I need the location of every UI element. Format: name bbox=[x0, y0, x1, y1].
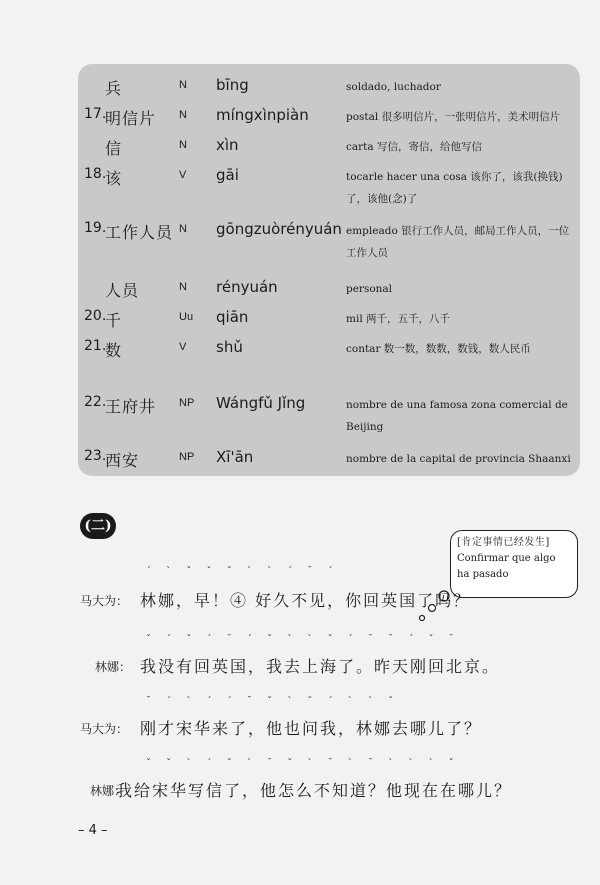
vocab-hanzi: 千 bbox=[105, 311, 123, 330]
vocab-gloss: personal bbox=[346, 283, 393, 295]
vocab-gloss: nombre de una famosa zona comercial de Beijing bbox=[346, 399, 568, 433]
vocab-number: 23. bbox=[84, 448, 107, 464]
vocab-gloss: carta 写信，寄信，给他写信 bbox=[346, 141, 482, 153]
vocab-pinyin: qiān bbox=[216, 308, 249, 326]
vocab-hanzi: 兵 bbox=[105, 79, 123, 98]
vocab-pos: V bbox=[179, 341, 187, 353]
grammar-note-text: Confirmar que algo ha pasado bbox=[457, 553, 556, 580]
dialog-text: 我没有回英国，我去上海了。昨天刚回北京。 bbox=[140, 657, 501, 676]
vocab-pos: N bbox=[179, 223, 187, 235]
dialog-text: 林娜，早！④ 好久不见，你回英国了吗？ bbox=[140, 591, 472, 610]
vocab-pinyin: bīng bbox=[216, 76, 249, 94]
vocab-hanzi: 明信片 bbox=[105, 109, 157, 128]
tone-marks: ˇ ˇ ˋ ˊ ˇ ˋ ˉ ˇ ˋ ˉ ˋ ˉ ˋ ˋ ˋ ˇ bbox=[146, 758, 460, 769]
speaker-name: 马大为： bbox=[80, 594, 129, 608]
vocab-pinyin: Wángfǔ Jǐng bbox=[216, 394, 306, 412]
tone-marks: ˊ ˋ ˇ ˇ ˇ ˋ ˋ ˊ ˉ ˊ bbox=[146, 566, 339, 577]
vocab-gloss: contar 数一数，数数，数钱，数人民币 bbox=[346, 343, 531, 355]
vocab-hanzi: 王府井 bbox=[105, 397, 157, 416]
dialog-text: 我给宋华写信了，他怎么不知道？他现在在哪儿？ bbox=[116, 781, 513, 800]
vocab-gloss: mil 两千，五千，八千 bbox=[346, 313, 451, 325]
vocab-pos: NP bbox=[179, 451, 195, 463]
speaker-name: 林娜： bbox=[95, 660, 132, 674]
vocab-gloss: soldado, luchador bbox=[346, 81, 441, 93]
vocab-pos: N bbox=[179, 109, 187, 121]
vocab-number: 19. bbox=[84, 220, 107, 236]
vocab-number: 20. bbox=[84, 308, 107, 324]
vocab-hanzi: 工作人员 bbox=[105, 223, 174, 242]
vocab-pinyin: míngxìnpiàn bbox=[216, 106, 309, 124]
vocab-hanzi: 西安 bbox=[105, 451, 140, 470]
vocab-number: 18. bbox=[84, 166, 107, 182]
vocab-pinyin: gāi bbox=[216, 166, 239, 184]
vocabulary-table bbox=[78, 64, 580, 476]
vocab-pos: NP bbox=[179, 397, 195, 409]
vocab-pinyin: gōngzuòrényuán bbox=[216, 220, 342, 238]
page-number: – 4 – bbox=[78, 823, 108, 838]
vocab-gloss: postal 很多明信片，一张明信片，美术明信片 bbox=[346, 111, 561, 123]
vocab-pos: Uu bbox=[179, 311, 194, 323]
vocab-gloss: tocarle hacer una cosa 该你了，该我(换钱)了，该他(念)了 bbox=[346, 171, 563, 205]
speaker-name: 马大为： bbox=[80, 722, 129, 736]
vocab-number: 17. bbox=[84, 106, 107, 122]
dialog-text: 刚才宋华来了，他也问我，林娜去哪儿了？ bbox=[140, 719, 483, 738]
vocab-gloss: empleado 银行工作人员，邮局工作人员，一位工作人员 bbox=[346, 225, 570, 259]
vocab-pinyin: shǔ bbox=[216, 338, 243, 356]
speaker-name: 林娜： bbox=[90, 784, 127, 798]
vocab-hanzi: 人员 bbox=[105, 281, 140, 300]
vocab-pinyin: Xī'ān bbox=[216, 448, 254, 466]
vocab-number: 22. bbox=[84, 394, 107, 410]
vocab-pos: N bbox=[179, 281, 187, 293]
vocab-pos: V bbox=[179, 169, 187, 181]
vocab-pos: N bbox=[179, 79, 187, 91]
tone-marks: ˉ ˊ ˋ ˊ ˊ ˉ ˇ ˋ ˇ ˊ ˋ ˋ ˇ bbox=[146, 696, 400, 707]
vocab-hanzi: 信 bbox=[105, 139, 123, 158]
vocab-pos: N bbox=[179, 139, 187, 151]
tone-marks: ˇ ˊ ˇ ˊ ˉ ˊ ˇ ˋ ˋ ˇ ˊ ˉ ˉ ˊ ˇ ˉ bbox=[146, 634, 460, 645]
vocab-hanzi: 该 bbox=[105, 169, 123, 188]
section-label: (二) bbox=[80, 513, 116, 539]
grammar-note-title: [肯定事情已经发生] bbox=[457, 537, 550, 548]
vocab-gloss: nombre de la capital de provincia Shaanxi bbox=[346, 453, 571, 465]
vocab-pinyin: rényuán bbox=[216, 278, 278, 296]
vocab-number: 21. bbox=[84, 338, 107, 354]
vocab-pinyin: xìn bbox=[216, 136, 239, 154]
vocab-hanzi: 数 bbox=[105, 341, 123, 360]
